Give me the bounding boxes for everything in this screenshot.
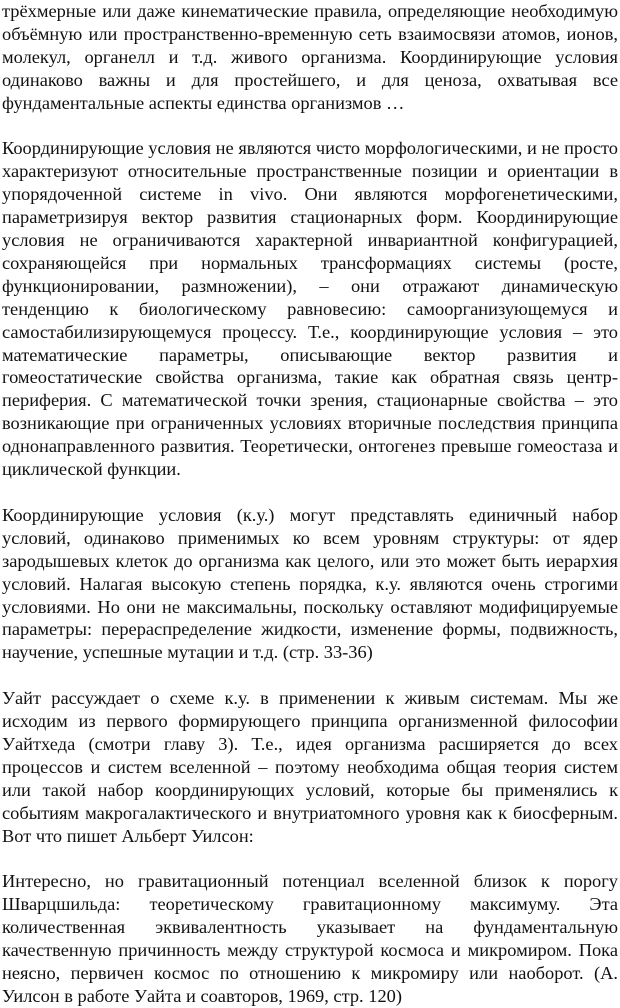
paragraph-4: Уайт рассуждает о схеме к.у. в применении к живым системам. Мы же исходим из первого формирующего принципа организменной философии Уайтхеда (смотри главу 3). Т.е., идея организма расширяется до всех процессов и систем вселенной – поэтому необходима общая теория систем или такой набор координирующих условий, которые бы применялись к событиям макрогалактического и внутриатомного уровня как к биосферным. Вот что пишет Альберт Уилсон: bbox=[2, 688, 618, 846]
paragraph-2: Координирующие условия не являются чисто морфологическими, и не просто характеризуют относительные пространственные позиции и ориентации в упорядоченной системе in vivo. Они являются морфогенетическими, параметризируя вектор развития стационарных форм. Координирующие условия не ограничиваются характерной инвариантной конфигурацией, сохраняющейся при нормальных трансформациях системы (росте, функционировании, размножении), – они отражают динамическую тенденцию к биологическому равновесию: самоорганизующемуся и самостабилизирующемуся процессу. Т.е., координирующие условия – это математические параметры, описывающие вектор развития и гомеостатические свойства организма, такие как обратная связь центр-периферия. С математической точки зрения, стационарные свойства – это возникающие при ограниченных условиях вторичные последствия принципа однонаправленного развития. Теоретически, онтогенез превыше гомеостаза и циклической функции. bbox=[2, 138, 618, 480]
paragraph-1: трёхмерные или даже кинематические правила, определяющие необходимую объёмную или пространственно-временную сеть взаимосвязи атомов, ионов, молекул, органелл и т.д. живого организма. Координирующие условия одинаково важны и для простейшего, и для ценоза, охватывая все фундаментальные аспекты единства организмов … bbox=[2, 1, 618, 113]
paragraph-3: Координирующие условия (к.у.) могут представлять единичный набор условий, одинаково применимых ко всем уровням структуры: от ядер зародышевых клеток до организма как целого, или это может быть иерархия условий. Налагая высокую степень порядка, к.у. являются очень строгими условиями. Но они не максимальны, поскольку оставляют модифицируемые параметры: перераспределение жидкости, изменение формы, подвижность, научение, успешные мутации и т.д. (стр. 33-36) bbox=[2, 504, 618, 663]
paragraph-5: Интересно, но гравитационный потенциал вселенной близок к порогу Шварцшильда: теоретическому гравитационному максимуму. Эта количественная эквивалентность указывает на фундаментальную качественную причинность между структурой космоса и микромиром. Пока неясно, первичен космос по отношению к микромиру или наоборот. (А. Уилсон в работе Уайта и соавторов, 1969, стр. 120) bbox=[2, 871, 618, 1006]
